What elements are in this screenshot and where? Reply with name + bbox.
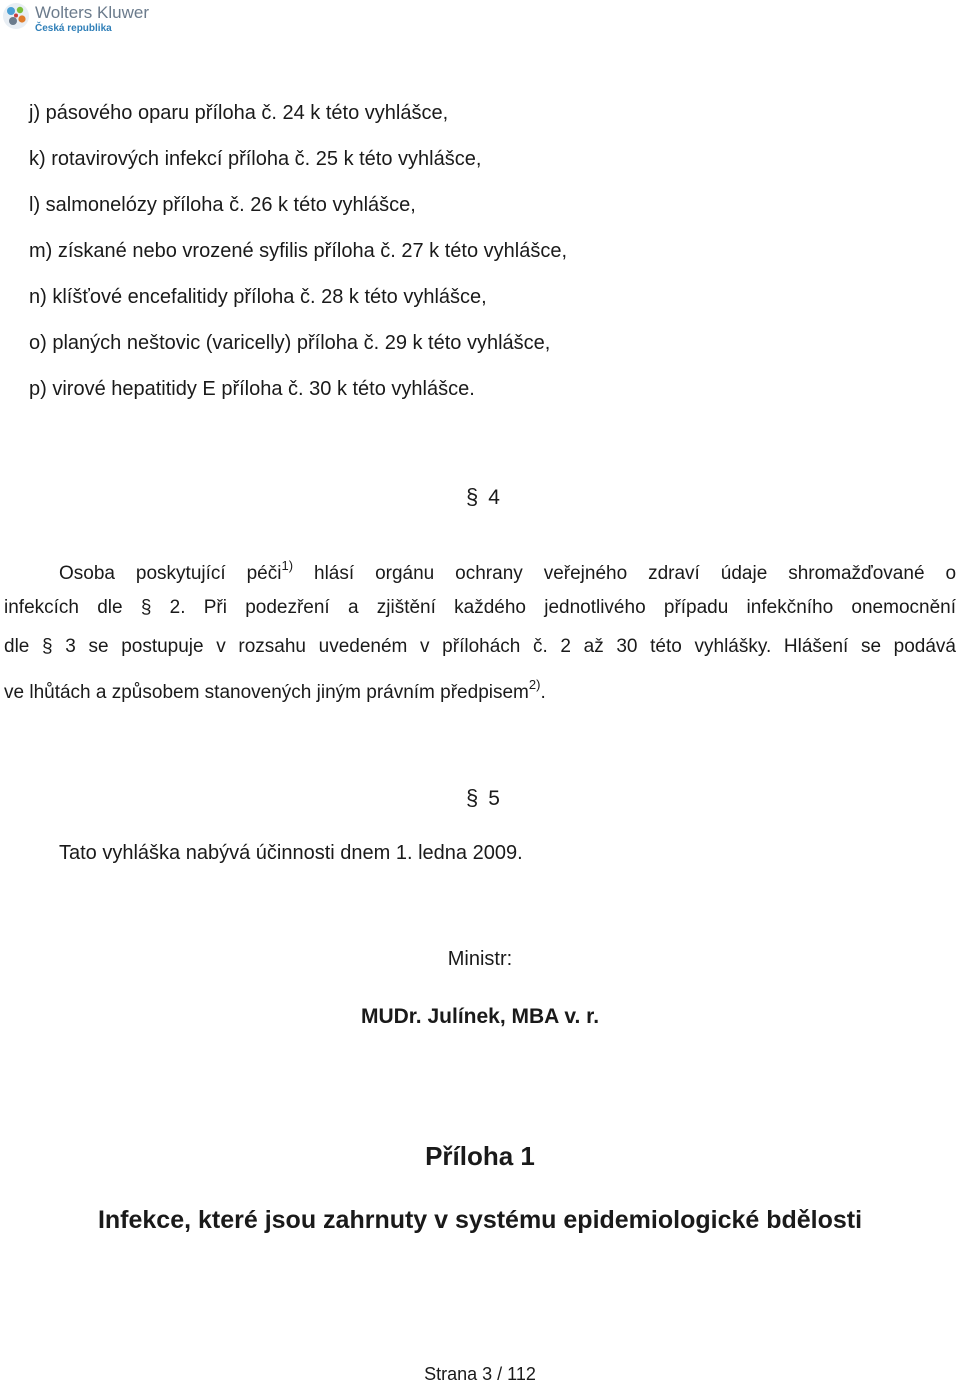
text: Osoba poskytující péči [59,563,282,584]
text: hlásí orgánu ochrany veřejného zdraví údaje shromažďované o [314,563,957,584]
text: dle [4,636,30,657]
text: 2. Při podezření a zjištění každého jednotlivého případu infekčního onemocnění [169,597,956,618]
annex-subtitle: Infekce, které jsou zahrnuty v systému epidemiologické bdělosti [97,1206,863,1234]
list-item: p) virové hepatitidy E příloha č. 30 k této vyhlášce. [29,378,475,400]
text: 3 se postupuje v rozsahu uvedeném v přílohách č. 2 až 30 této vyhlášky. Hlášení se podává [65,636,957,657]
section-symbol: § [466,785,479,810]
footnote-ref: 1) [281,558,294,573]
annex-title: Příloha 1 [425,1141,535,1171]
paragraph-line [4,597,956,619]
section-5-text: Tato vyhláška nabývá účinnosti dnem 1. ledna 2009. [59,842,523,864]
text: . [540,682,546,703]
section-5-heading [466,785,500,811]
signature-label: Ministr: [447,948,513,970]
list-item: l) salmonelózy příloha č. 26 k této vyhlášce, [29,194,416,216]
page-number: Strana 3 / 112 [424,1364,536,1384]
section-symbol: § [42,636,53,657]
signature-name: MUDr. Julínek, MBA v. r. [360,1005,600,1028]
list-item: m) získané nebo vrozené syfilis příloha č. 27 k této vyhlášce, [29,240,568,262]
wolters-kluwer-logo-icon [2,2,30,30]
logo-subtitle: Česká republika [35,23,112,34]
section-symbol: § [466,484,479,509]
section-number: 4 [488,486,500,509]
paragraph-line [4,636,956,658]
logo-name: Wolters Kluwer [35,3,149,22]
text: infekcích dle [4,597,123,618]
section-4-heading [466,484,500,510]
publisher-logo [2,2,162,38]
section-number: 5 [488,787,500,810]
paragraph-line [4,677,546,704]
list-item: k) rotavirových infekcí příloha č. 25 k této vyhlášce, [29,148,482,170]
footnote-ref: 2) [528,677,541,692]
list-item: j) pásového oparu příloha č. 24 k této vyhlášce, [29,102,449,124]
section-symbol: § [140,597,152,618]
paragraph-line [59,558,956,585]
list-item: o) planých neštovic (varicelly) příloha č. 29 k této vyhlášce, [29,332,551,354]
list-item: n) klíšťové encefalitidy příloha č. 28 k této vyhlášce, [29,286,487,308]
text: ve lhůtách a způsobem stanovených jiným právním předpisem [4,682,529,703]
